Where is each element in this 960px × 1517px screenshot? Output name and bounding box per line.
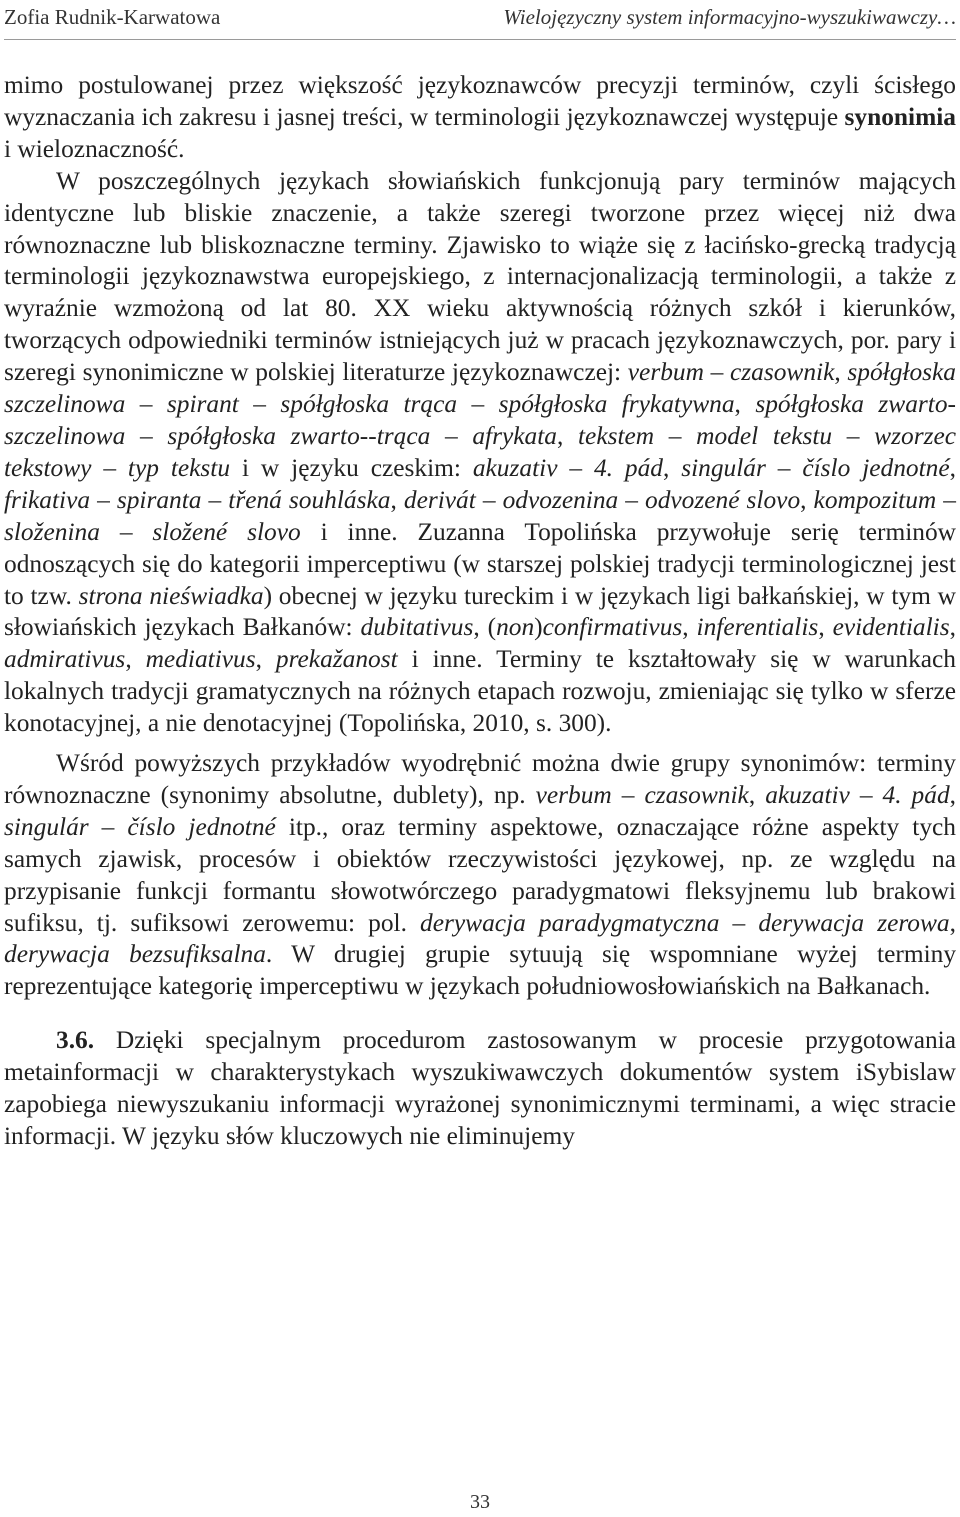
header-running-title: Wielojęzyczny system informacyjno-wyszukiwawczy…	[503, 5, 956, 29]
text-span: Dzięki specjalnym procedurom zastosowanym w procesie przygotowania metainformacji w charakterystykach wyszukiwawczych dokumentów system iSybislaw zapobiega niewyszukaniu informacji wyrażonej synonimicznymi terminami, a więc stracie informacji. W języku słów kluczowych nie eliminujemy	[4, 1026, 956, 1150]
text-span: mimo postulowanej przez większość językoznawców precyzji terminów, czyli ścisłego wyznaczania ich zakresu i jasnej treści, w terminologii językoznawczej występuje	[4, 71, 956, 131]
italic-term: verbum – czasownik	[535, 780, 749, 809]
italic-term: prekažanost	[275, 645, 398, 674]
paragraph-2	[4, 166, 956, 740]
bold-term: synonimia	[844, 102, 956, 131]
italic-term: non	[496, 613, 535, 642]
text-span: ,	[748, 780, 766, 809]
paragraph-3	[4, 748, 956, 1003]
text-span: ,	[734, 390, 756, 419]
text-span: ) obecnej w języku tureckim i w językach ligi bałkańskiej, w tym w słowiańskich językach Bałkanów:	[4, 581, 956, 642]
text-span: ,	[949, 780, 957, 809]
text-span: )	[534, 613, 543, 642]
italic-term: spółgłoska szczelinowa – spirant – spółgłoska trąca – spółgłoska frykatywna	[4, 358, 957, 419]
text-span: ,	[949, 908, 956, 937]
italic-term: derywacja bezsufiksalna	[4, 940, 266, 969]
body-text	[4, 70, 956, 1153]
text-span: ,	[800, 485, 814, 514]
text-span: W poszczególnych językach słowiańskich funkcjonują pary terminów mających identyczne lub bliskie znaczenie, a także szeregi tworzone przez więcej niż dwa równoznaczne lub bliskoznaczne terminy. Zjawisko to wiąże się z łacińsko-​grecką tradycją terminologii językoznawstwa europejskiego, z internacjonalizacją terminologii, a także z wyraźnie wzmożoną od lat 80. XX wieku aktywnością różnych szkół i kierunków, tworzących odpowiedniki terminów istniejących już w pracach językoznawczych, por. pary i szeregi synonimiczne w polskiej literaturze językoznawczej:	[4, 166, 956, 387]
text-span: i inne. Zuzanna Topolińska przywołuje serię terminów odnoszących się do kategorii imperceptiwu (w starszej polskiej tradycji terminologicznej jest to tzw.	[4, 517, 956, 610]
italic-term: tekstem – model tekstu – wzorzec tekstowy – typ tekstu	[4, 421, 956, 482]
italic-term: frikativa – spiranta – třená souhláska	[4, 485, 391, 514]
italic-term: akuzativ – 4. pád	[472, 453, 663, 482]
text-span: Wśród powyższych przykładów wyodrębnić można dwie grupy synonimów: terminy równoznaczne (synonimy absolutne, dublety), np.	[4, 749, 956, 809]
italic-term: spółgłoska zwarto-szczelinowa – spółgłoska zwarto-​-trąca – afrykata	[4, 390, 956, 450]
text-span: ,	[662, 453, 682, 482]
text-span: i inne. Terminy te kształtowały się w warunkach lokalnych tradycji gramatycznych na różnych etapach rozwoju, zmieniając się tylko w sferze konotacyjnej, a nie denotacyjnej (Topolińska, 2010, s. 300).	[4, 645, 956, 738]
text-span: ,	[556, 421, 578, 450]
text-span: ,	[255, 645, 276, 674]
italic-term: derivát – odvozenina – odvozené slovo	[403, 485, 801, 514]
text-span: itp., oraz terminy aspektowe, oznaczające różne aspekty tych samych zjawisk, procesów i obiektów rzeczywistości językowej, np. ze względu na przypisanie funkcji formantu słowotwórczego paradygmatowi fleksyjnemu lub brakowi sufiksu, tj. sufiksowi zerowemu: pol.	[4, 812, 956, 937]
italic-term: singulár – číslo jednotné	[681, 453, 950, 482]
header-author: Zofia Rudnik-Karwatowa	[4, 5, 221, 29]
paragraph-1	[4, 70, 956, 166]
italic-term: derywacja paradygmatyczna – derywacja zerowa	[420, 908, 950, 937]
text-span: ,	[682, 613, 697, 642]
italic-term: dubitativus	[360, 613, 474, 642]
text-span: ,	[949, 613, 956, 642]
italic-term: admirativus	[4, 645, 126, 674]
text-span: ,	[390, 485, 404, 514]
text-span: ,	[818, 613, 833, 642]
italic-term: mediativus	[145, 645, 256, 674]
italic-term: inferentialis	[696, 613, 819, 642]
page-number: 33	[470, 1491, 490, 1513]
section-number: 3.6.	[56, 1026, 95, 1055]
text-span: ,	[834, 358, 848, 387]
italic-term: confirmativus	[542, 613, 683, 642]
header-rule	[4, 39, 956, 40]
text-span: i wieloznaczność.	[4, 134, 185, 163]
text-span: , (	[473, 613, 497, 642]
running-header	[4, 2, 956, 32]
paragraph-section-3-6	[4, 1025, 956, 1153]
text-span: . W drugiej grupie sytuują się wspomniane wyżej terminy reprezentujące kategorię imperceptiwu w językach południowosłowiańskich na Bałkanach.	[4, 940, 957, 1001]
italic-term: verbum – czasownik	[627, 358, 835, 387]
text-span: ,	[949, 453, 956, 482]
italic-term: kompozitum – složenina – složené slovo	[4, 485, 957, 546]
italic-term: evidentialis	[832, 613, 950, 642]
text-span: ,	[125, 645, 146, 674]
italic-term: singulár – číslo jednotné	[4, 812, 276, 841]
text-span: i w języku czeskim:	[230, 453, 473, 482]
italic-term: strona nieświadka	[78, 581, 264, 610]
italic-term: akuzativ – 4. pád	[765, 780, 950, 809]
